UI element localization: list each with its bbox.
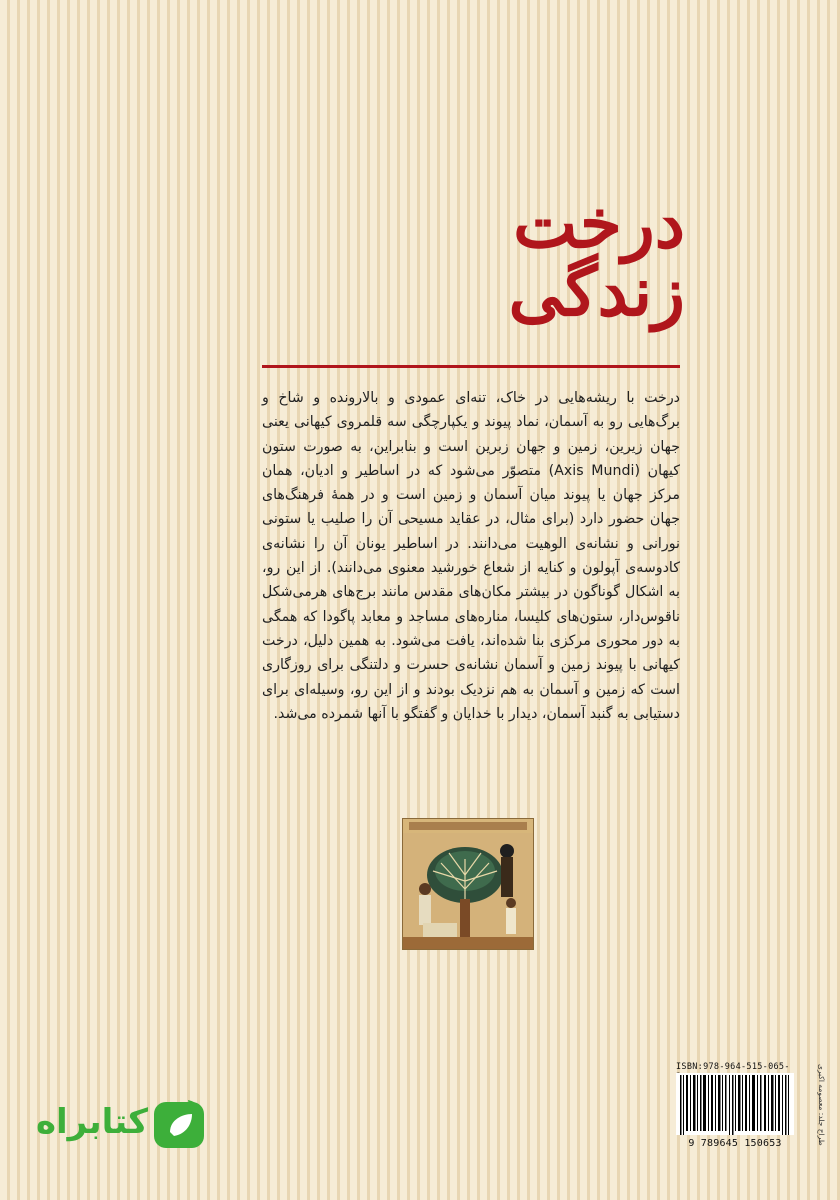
ketabrah-wordmark: کتابراه [35,1102,148,1142]
book-leaf-icon [148,1092,212,1156]
isbn-label: ISBN:978-964-515-065- [676,1062,790,1072]
tree-of-life-illustration [402,818,534,950]
blurb-paragraph: درخت با ریشه‌هایی در خاک، تنه‌ای عمودی و بالارونده و شاخ و برگ‌هایی رو به آسمان، نماد پیوند و یکپارچگی سه قلمروی کیهانی یعنی جهان زیرین، زمین و جهان زبرین است و بنابراین، به صورت ستون کیهان (Axis Mundi) متصوّر می‌شود که در اساطیر و ادیان، همان مرکز جهان یا پیوند میان آسمان و زمین است و در همهٔ فرهنگ‌های جهان حضور دارد (برای مثال، در عقاید مسیحی آن را صلیب یا ستونی نورانی و نشانه‌ی الوهیت می‌دانند. در اساطیر یونان آن را نشانه‌ی کادوسه‌ی آپولون و کنایه از شعاع خورشید معنوی می‌دانند). از این رو، به اشکال گوناگون در بیشتر مکان‌های مقدس مانند برج‌های هرمی‌شکل ناقوس‌دار، ستون‌های کلیسا، مناره‌های مساجد و معابد پاگودا که همگی به دور محوری مرکزی بنا شده‌اند، یافت می‌شود. به همین دلیل، درخت کیهانی با پیوند زمین و آسمان نشانه‌ی حسرت و دلتنگی برای روزگاری است که زمین و آسمان به هم نزدیک بودند و از این رو، وسیله‌ای برای دستیابی به گنبد آسمان، دیدار با خدایان و گفتگو با آنها شمرده می‌شد. [262,390,680,722]
egyptian-mural-image [403,819,533,949]
barcode [676,1073,794,1135]
ketabrah-logo-icon [148,1092,212,1156]
back-cover-blurb [262,386,680,726]
barcode-graphic [676,1073,794,1135]
barcode-number: 9 789645 150653 [688,1138,782,1149]
book-title: درخت زندگی [508,184,685,332]
cover-design-credit: طراح جلد: معصومه اکبری [817,1064,826,1146]
title-divider [262,365,680,368]
